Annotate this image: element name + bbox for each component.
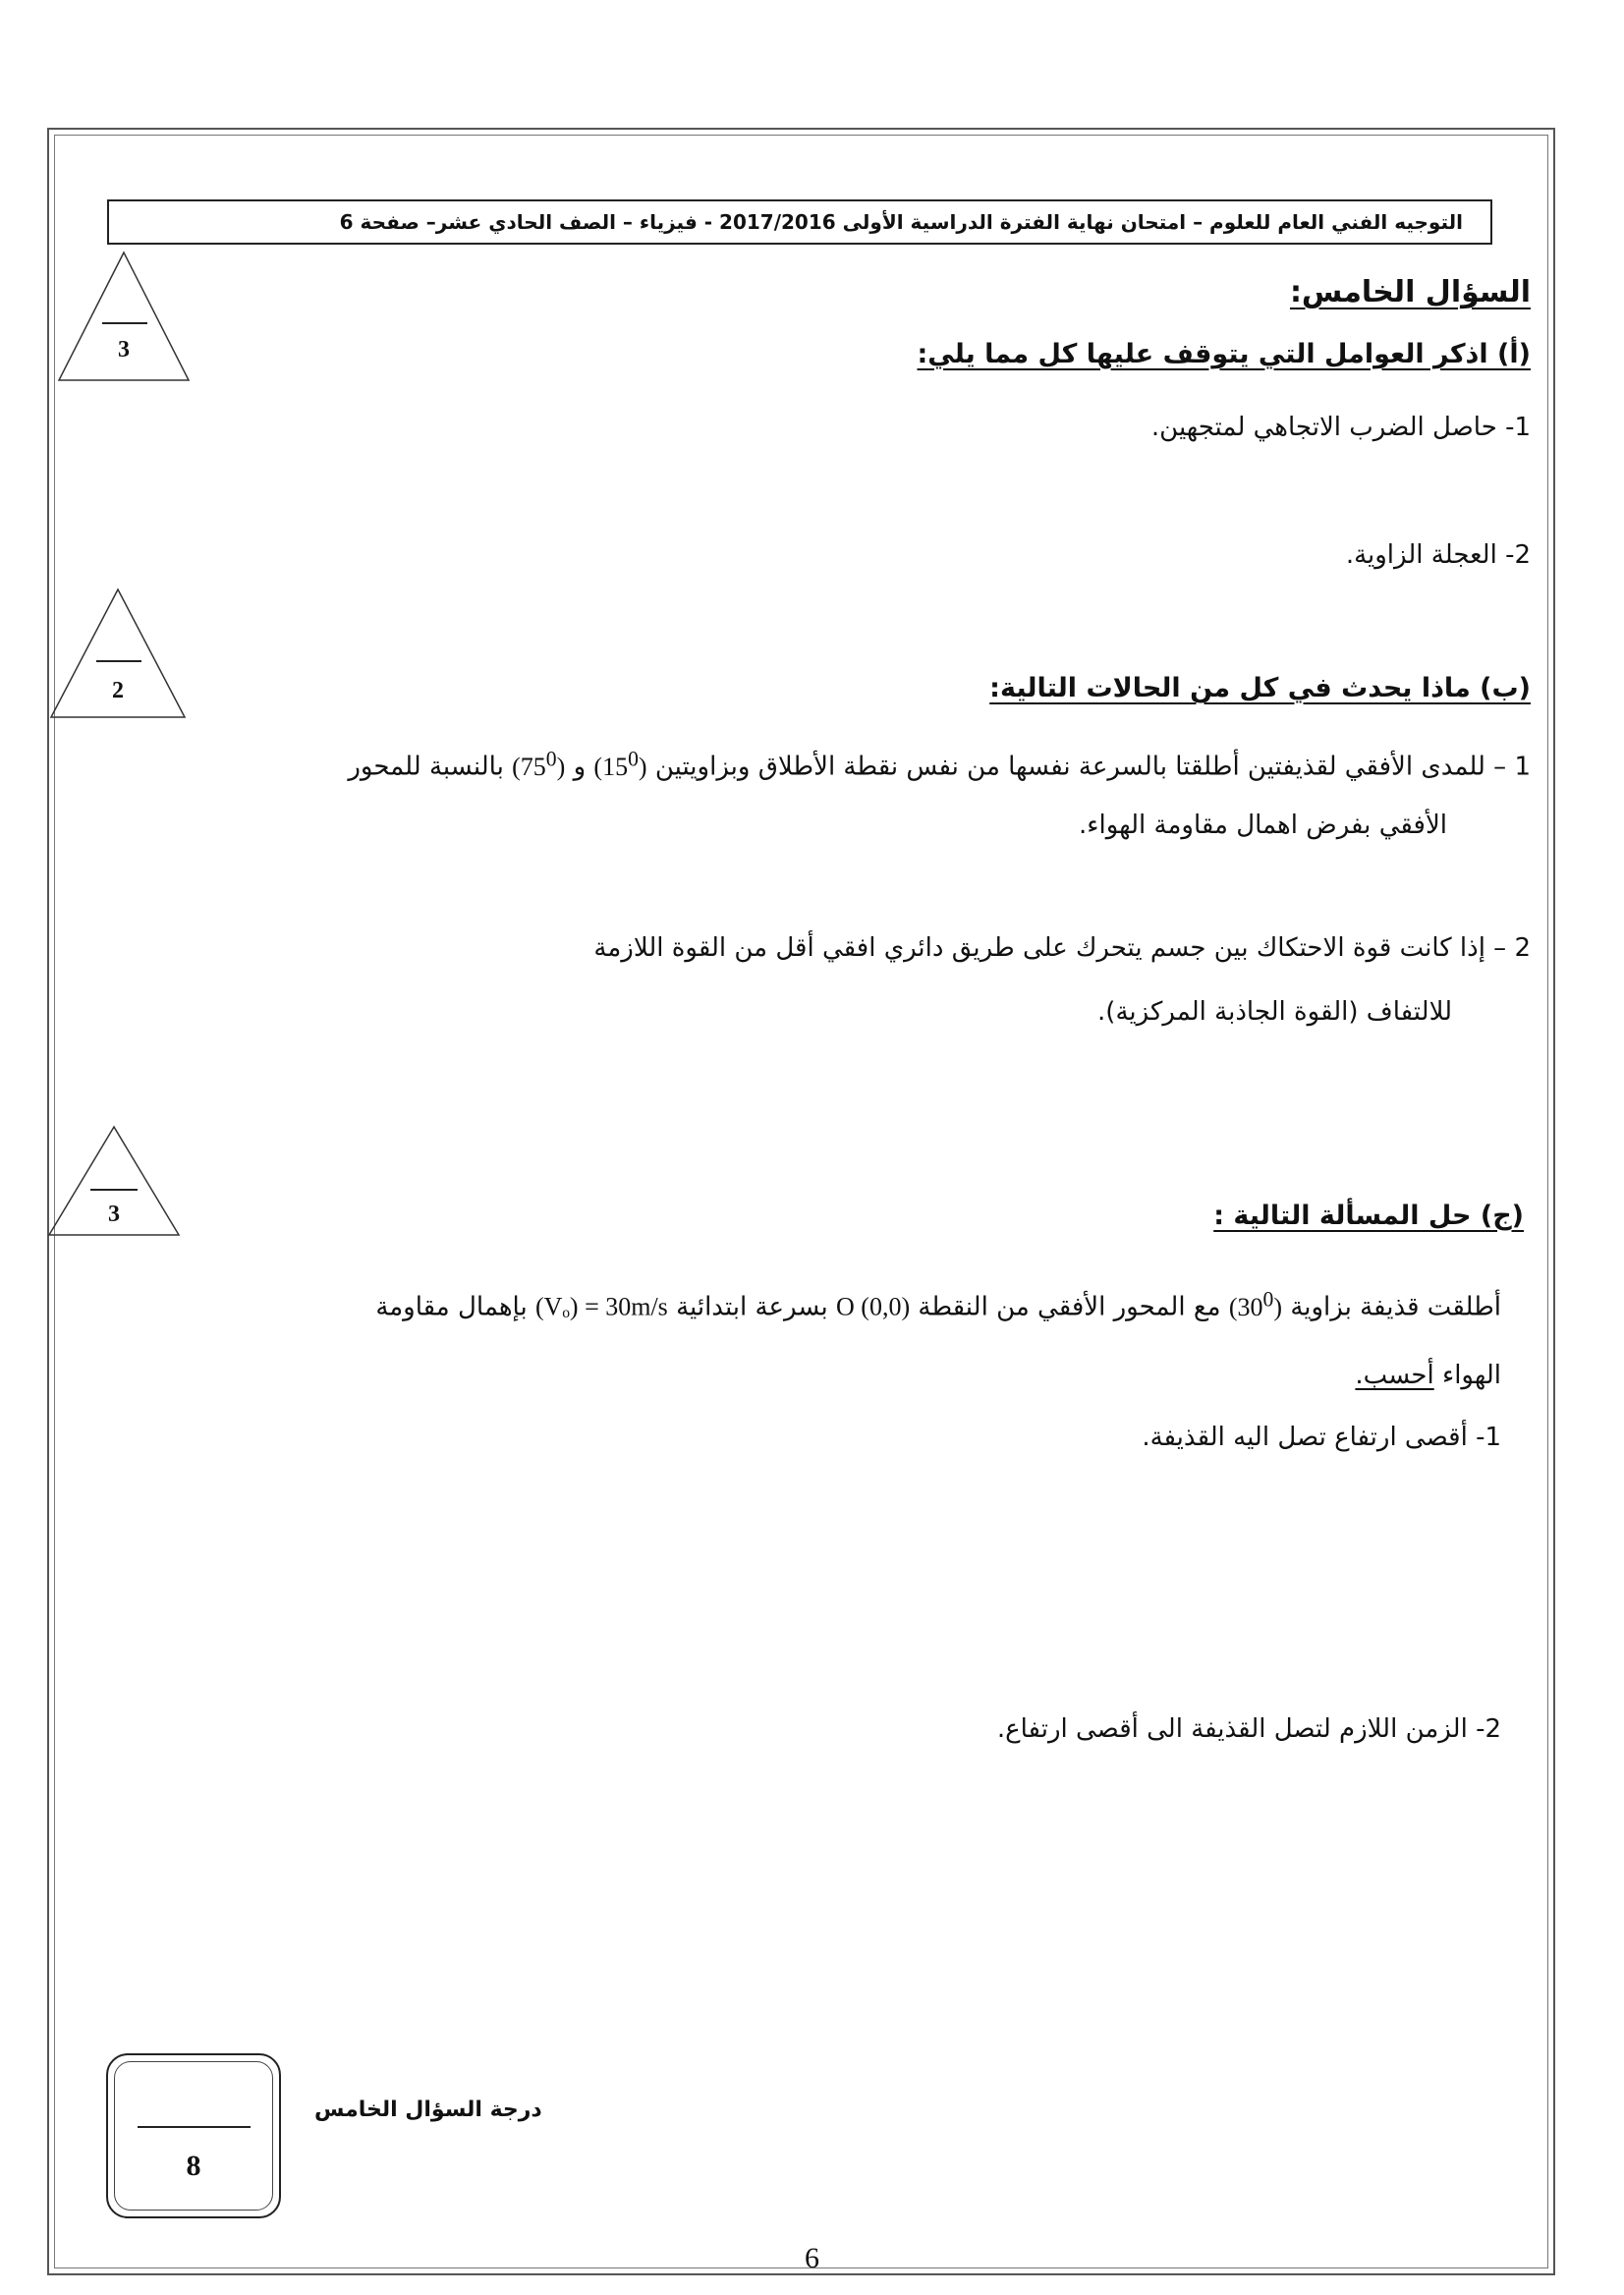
page-header xyxy=(107,199,1492,245)
part-a-title: (أ) اذكر العوامل التي يتوقف عليها كل مما يلي: xyxy=(917,339,1531,369)
part-c-item-1: 1- أقصى ارتفاع تصل اليه القذيفة. xyxy=(1142,1423,1501,1452)
problem-text: أطلقت قذيفة بزاوية xyxy=(1290,1292,1501,1322)
part-b-item-2-line-1: 2 – إذا كانت قوة الاحتكاك بين جسم يتحرك على طريق دائري افقي أقل من القوة اللازمة xyxy=(593,933,1531,963)
part-b-item-1-line-2: الأفقي بفرض اهمال مقاومة الهواء. xyxy=(1078,811,1447,840)
score-triangle-b xyxy=(49,588,187,721)
angle-2: $(75^0)$ xyxy=(512,747,566,781)
grade-box xyxy=(106,2053,281,2218)
page-number: 6 xyxy=(805,2242,819,2274)
triangle-icon xyxy=(57,251,191,384)
part-c-problem-line-2 xyxy=(1355,1361,1501,1390)
grade-value: 8 xyxy=(186,2150,201,2182)
score-triangle-a xyxy=(57,251,191,384)
score-value: 3 xyxy=(118,337,130,363)
part-b-item-1-line-1 xyxy=(348,747,1531,782)
score-value: 3 xyxy=(108,1202,120,1227)
item-text: بالنسبة للمحور xyxy=(348,752,504,782)
velocity: (Vₒ) = 30m/s xyxy=(534,1292,668,1321)
problem-text: الهواء xyxy=(1441,1361,1501,1390)
question-title: السؤال الخامس: xyxy=(1289,275,1531,309)
part-b-item-2-line-2: للالتفاف (القوة الجاذبة المركزية). xyxy=(1097,997,1452,1027)
part-c-title: (ج) حل المسألة التالية : xyxy=(1213,1201,1524,1231)
problem-text: مع المحور الأفقي من النقطة xyxy=(918,1292,1221,1322)
part-a-item-2: 2- العجلة الزاوية. xyxy=(1345,540,1531,570)
part-c-problem-line-1 xyxy=(375,1287,1501,1322)
header-text: التوجيه الفني العام للعلوم – امتحان نهاية الفترة الدراسية الأولى 2017/2016 - فيزياء – الصف الحادي عشر– صفحة 6 xyxy=(339,210,1463,234)
part-b-title: (ب) ماذا يحدث في كل من الحالات التالية: xyxy=(989,673,1531,703)
part-a-item-1: 1- حاصل الضرب الاتجاهي لمتجهين. xyxy=(1150,413,1531,442)
connector: و xyxy=(573,752,587,782)
item-text: 1 – للمدى الأفقي لقذيفتين أطلقتا بالسرعة نفسها من نفس نقطة الأطلاق وبزاويتين xyxy=(654,752,1531,782)
part-c-item-2: 2- الزمن اللازم لتصل القذيفة الى أقصى ارتفاع. xyxy=(996,1714,1501,1744)
score-triangle-c xyxy=(47,1125,181,1239)
problem-text: بإهمال مقاومة xyxy=(375,1292,528,1322)
problem-text: بسرعة ابتدائية xyxy=(676,1292,828,1322)
score-value: 2 xyxy=(112,678,124,703)
calc-instruction: أحسب. xyxy=(1355,1361,1434,1390)
grade-label: درجة السؤال الخامس xyxy=(314,2098,542,2122)
point: O (0,0) xyxy=(836,1292,911,1321)
angle-1: $(15^0)$ xyxy=(593,747,647,781)
angle: $(30^0)$ xyxy=(1228,1287,1283,1321)
